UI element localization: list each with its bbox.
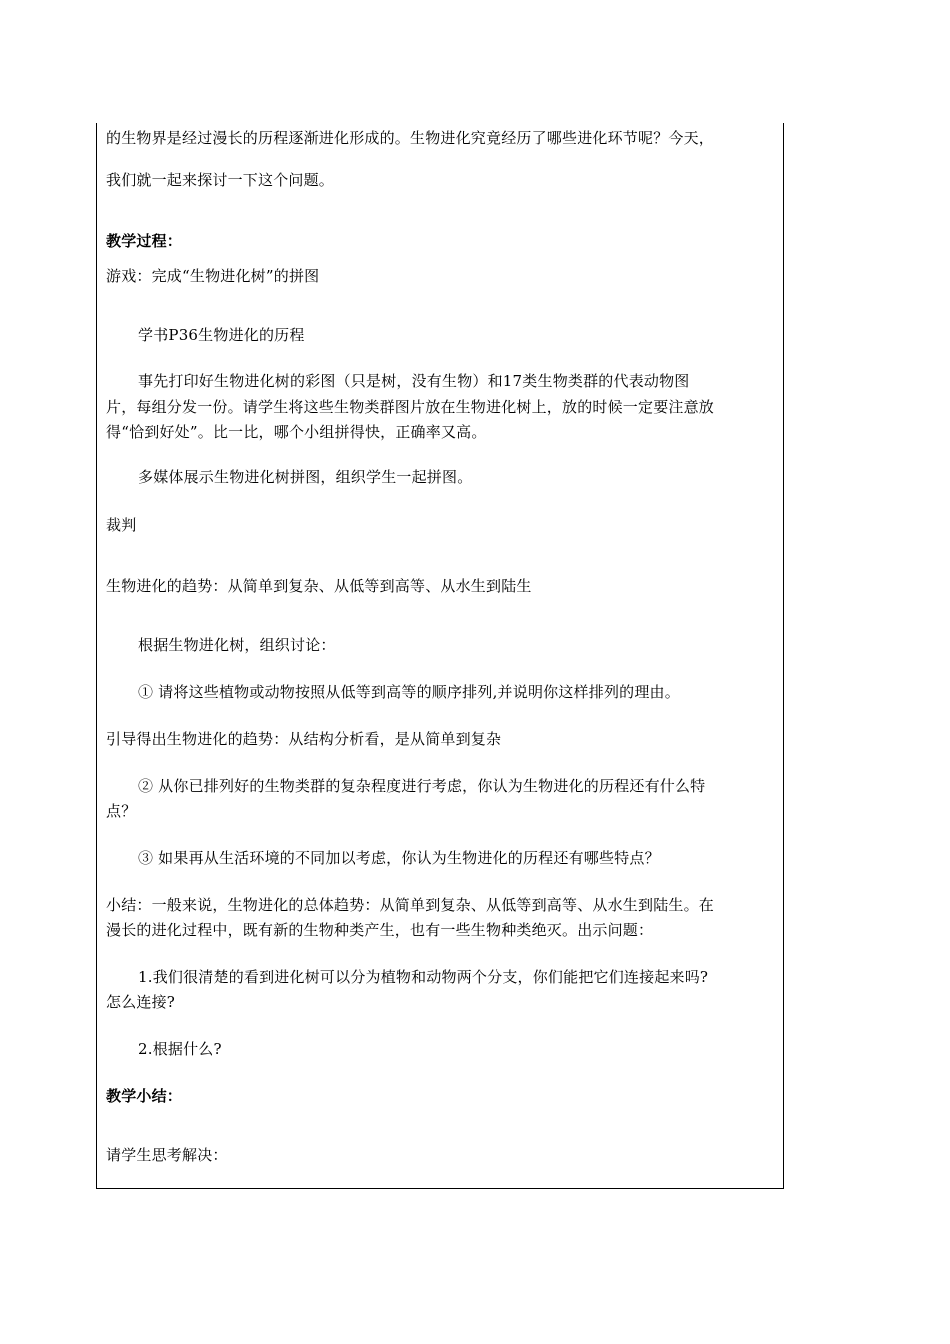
problem-1: 1.我们很清楚的看到进化树可以分为植物和动物两个分支，你们能把它们连接起来吗?	[138, 968, 709, 986]
text-line: 生物进化的趋势：从简单到复杂、从低等到高等、从水生到陆生	[106, 577, 532, 595]
text-line: 裁判	[106, 516, 137, 534]
question-1: ① 请将这些植物或动物按照从低等到高等的顺序排列,并说明你这样排列的理由。	[138, 683, 680, 701]
text-line: 片，每组分发一份。请学生将这些生物类群图片放在生物进化树上，放的时候一定要注意放	[106, 398, 715, 416]
summary-line: 漫长的进化过程中，既有新的生物种类产生，也有一些生物种类绝灭。出示问题：	[106, 921, 654, 939]
section-heading-teaching-summary: 教学小结：	[106, 1087, 183, 1105]
text-line: 请学生思考解决：	[106, 1146, 228, 1164]
text-line: 游戏：完成“生物进化树”的拼图	[106, 267, 320, 285]
text-line: 学书P36生物进化的历程	[138, 326, 305, 344]
text-line: 我们就一起来探讨一下这个问题。	[106, 171, 335, 189]
text-line: 多媒体展示生物进化树拼图，组织学生一起拼图。	[138, 468, 473, 486]
text-line: 事先打印好生物进化树的彩图（只是树，没有生物）和17类生物类群的代表动物图	[138, 372, 690, 390]
text-line: 怎么连接?	[106, 993, 176, 1011]
text-line: 得“恰到好处”。比一比，哪个小组拼得快，正确率又高。	[106, 423, 487, 441]
text-line: 点？	[106, 802, 137, 820]
problem-2: 2.根据什么?	[138, 1040, 222, 1058]
section-heading-teaching-process: 教学过程：	[106, 232, 183, 250]
summary-line: 小结：一般来说，生物进化的总体趋势：从简单到复杂、从低等到高等、从水生到陆生。在	[106, 896, 715, 914]
question-2: ② 从你已排列好的生物类群的复杂程度进行考虑，你认为生物进化的历程还有什么特	[138, 777, 706, 795]
question-3: ③ 如果再从生活环境的不同加以考虑，你认为生物进化的历程还有哪些特点？	[138, 849, 660, 867]
text-line: 根据生物进化树，组织讨论：	[138, 636, 336, 654]
text-line: 引导得出生物进化的趋势：从结构分析看，是从简单到复杂	[106, 730, 502, 748]
text-line: 的生物界是经过漫长的历程逐渐进化形成的。生物进化究竟经历了哪些进化环节呢？今天，	[106, 129, 715, 147]
